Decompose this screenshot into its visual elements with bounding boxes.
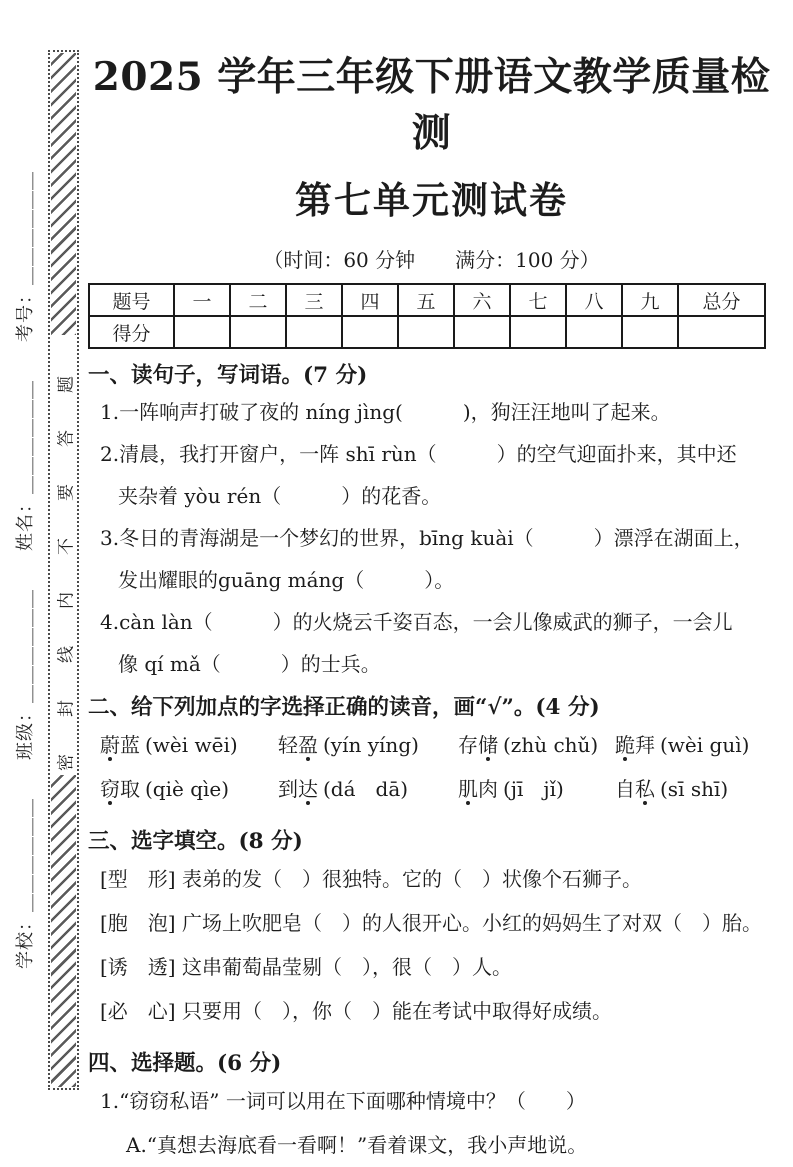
score-header-cell: 题号 — [89, 284, 174, 316]
score-value-cell — [678, 316, 765, 348]
score-header-cell: 总分 — [678, 284, 765, 316]
section4-option-a: A.“真想去海底看一看啊！”看着课文，我小声地说。 — [126, 1133, 588, 1157]
section3-item-2: [胞 泡] 广场上吹肥皂（ ）的人很开心。小红的妈妈生了对双（ ）胎。 — [100, 911, 762, 935]
score-table — [88, 283, 766, 349]
score-header-cell: 九 — [622, 284, 678, 316]
section1-item-1: 1.一阵响声打破了夜的 níng jìng( )，狗汪汪地叫了起来。 — [100, 400, 671, 424]
word-item: 蔚蓝 (wèi wēi) — [100, 733, 238, 757]
section3-title: 三、选字填空。(8 分) — [88, 829, 303, 854]
paper-title: 2025 学年三年级下册语文教学质量检测 — [92, 54, 771, 156]
section1-item-3-cont: 发出耀眼的guāng máng（ ）。 — [118, 568, 455, 592]
seal-line-strip — [48, 50, 79, 1090]
score-header-cell: 二 — [230, 284, 286, 316]
score-header-cell: 三 — [286, 284, 342, 316]
section1-item-3: 3.冬日的青海湖是一个梦幻的世界，bīng kuài（ ）漂浮在湖面上， — [100, 526, 754, 550]
word-item: 跪拜 (wèi guì) — [615, 733, 750, 757]
section1-item-4-cont: 像 qí mǎ（ ）的士兵。 — [118, 652, 381, 676]
score-value-cell — [174, 316, 230, 348]
word-item: 肌肉 (jī jǐ) — [458, 777, 564, 801]
score-value-cell — [454, 316, 510, 348]
seal-warning-area — [50, 336, 77, 774]
section2-row-1 — [88, 723, 775, 767]
score-value-cell — [510, 316, 566, 348]
word-item: 存储 (zhù chǔ) — [458, 733, 599, 757]
score-value-cell — [230, 316, 286, 348]
section4-title: 四、选择题。(6 分) — [88, 1051, 282, 1076]
score-header-cell: 七 — [510, 284, 566, 316]
section3-item-3: [诱 透] 这串葡萄晶莹剔（ ），很（ ）人。 — [100, 955, 512, 979]
score-value-cell — [566, 316, 622, 348]
score-header-cell: 四 — [342, 284, 398, 316]
section1-item-2-cont: 夹杂着 yòu rén（ ）的花香。 — [118, 484, 442, 508]
word-item: 自私 (sī shī) — [615, 777, 729, 801]
paper-subtitle: 第七单元测试卷 — [295, 178, 568, 222]
time-score-info: （时间：60 分钟 满分：100 分） — [263, 248, 600, 272]
score-table-header-row — [89, 284, 765, 316]
score-header-cell: 五 — [398, 284, 454, 316]
section2-row-2 — [88, 767, 775, 811]
section3-item-1: [型 形] 表弟的发（ ）很独特。它的（ ）状像个石狮子。 — [100, 867, 642, 891]
word-item: 轻盈 (yín yíng) — [278, 733, 419, 757]
word-item: 到达 (dá dā) — [278, 777, 409, 801]
score-row-label: 得分 — [89, 316, 174, 348]
section4-question-1: 1.“窃窃私语” 一词可以用在下面哪种情境中？（ ） — [100, 1089, 586, 1113]
score-header-cell: 六 — [454, 284, 510, 316]
score-header-cell: 八 — [566, 284, 622, 316]
word-item: 窃取 (qiè qìe) — [100, 777, 230, 801]
score-value-cell — [286, 316, 342, 348]
score-value-cell — [342, 316, 398, 348]
score-table-value-row — [89, 316, 765, 348]
section3-item-4: [必 心] 只要用（ ），你（ ）能在考试中取得好成绩。 — [100, 999, 612, 1023]
section1-item-2: 2.清晨，我打开窗户，一阵 shī rùn（ ）的空气迎面扑来，其中还 — [100, 442, 737, 466]
seal-hatch-top — [51, 53, 76, 335]
score-header-cell: 一 — [174, 284, 230, 316]
seal-student-info-column — [0, 50, 48, 1090]
seal-warning-text: 密封线内不要答题 — [56, 339, 76, 771]
section1-item-4: 4.càn làn（ ）的火烧云千姿百态，一会儿像威武的狮子，一会儿 — [100, 610, 733, 634]
student-info-fields: 学校：＿＿＿＿＿＿ 班级：＿＿＿＿＿＿ 姓名：＿＿＿＿＿＿ 考号：＿＿＿＿＿＿ — [15, 171, 36, 969]
section2-title: 二、给下列加点的字选择正确的读音，画“√”。(4 分) — [88, 695, 600, 720]
score-value-cell — [398, 316, 454, 348]
seal-hatch-bottom — [51, 775, 76, 1087]
section1-title: 一、读句子，写词语。(7 分) — [88, 363, 368, 388]
score-value-cell — [622, 316, 678, 348]
paper-content — [88, 0, 775, 1167]
